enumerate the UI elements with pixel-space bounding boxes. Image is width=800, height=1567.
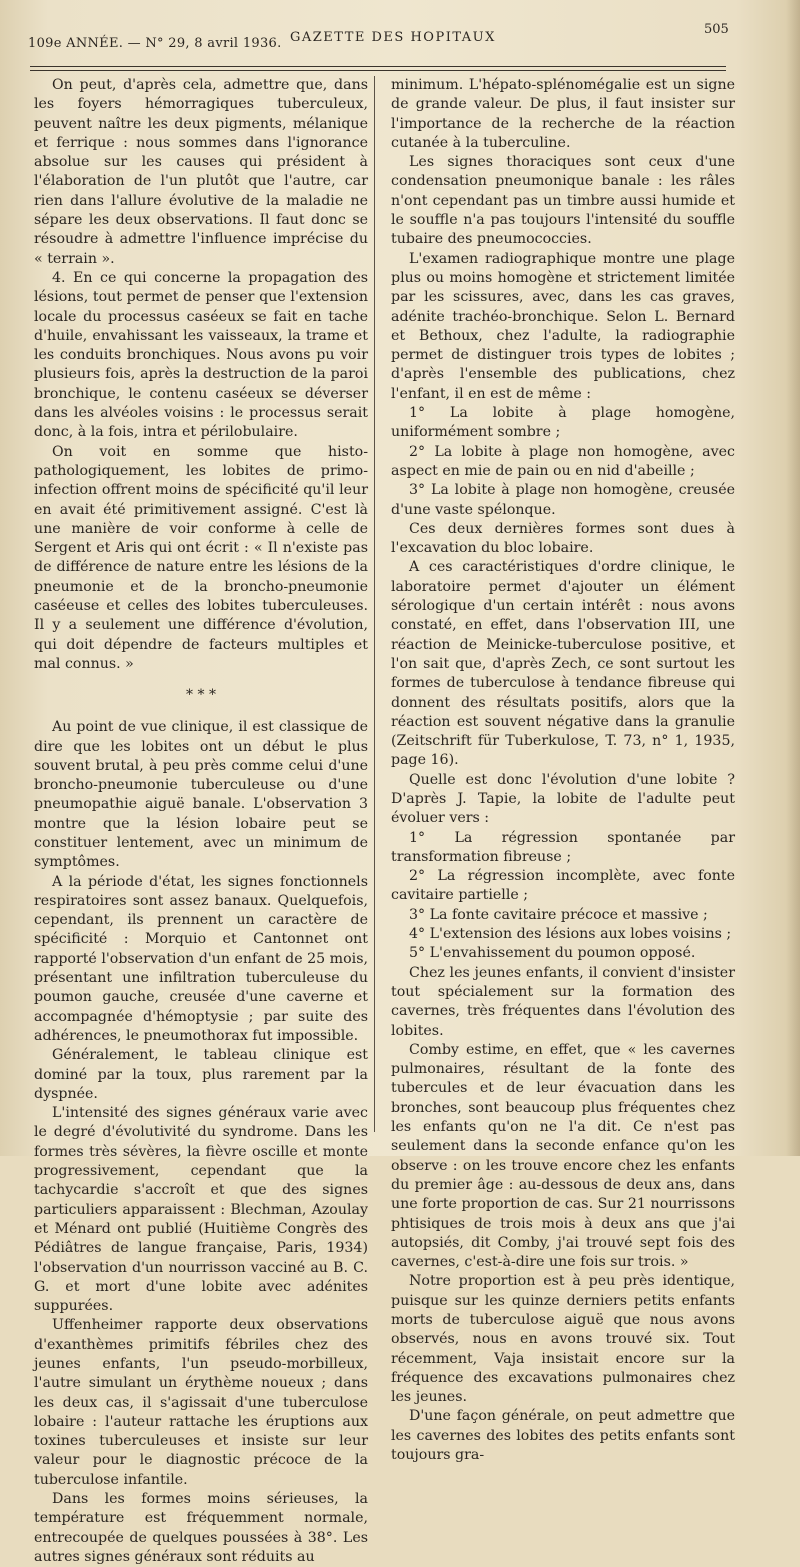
list-item: 2° La lobite à plage non homogène, avec aspect en mie de pain ou en nid d'abeille ; [391,443,735,479]
column-divider [374,76,375,1132]
paragraph: minimum. L'hépato-splénomégalie est un signe de grande valeur. De plus, il faut insister sur l'importance de la recherche de la réaction cutanée à la tuberculine. [391,77,735,151]
list-item: 5° L'envahissement du poumon opposé. [409,945,696,962]
paragraph: Comby estime, en effet, que « les cavernes pulmonaires, résultant de la fonte des tubercules et de leur évacuation dans les bronches, sont beaucoup plus fréquentes chez les enfants qu'on ne l'a dit. Ce n'est pas seulement dans la seconde enfance qu'on les observe : on les trouve encore chez les enfants du premier âge : au-dessous de deux ans, dans une forte proportion de cas. Sur 21 nourrissons phtisiques de trois mois à deux ans que j'ai autopsiés, dit Comby, j'ai trouvé sept fois des cavernes, c'est-à-dire une fois sur trois. » [391,1041,735,1271]
paragraph: Ces deux dernières formes sont dues à l'excavation du bloc lobaire. [391,520,735,557]
section-separator: * * * [186,687,216,704]
paragraph: Uffenheimer rapporte deux observations d'exanthèmes primitifs fébriles chez des jeunes enfants, l'un pseudo-morbilleux, l'autre simulant un érythème noueux ; dans les deux cas, il s'agissait d'une tuberculose lobaire : l'auteur rattache les éruptions aux toxines tuberculeuses et insiste sur leur valeur pour le diagnostic précoce de la tuberculose infantile. [34,1317,368,1488]
paragraph: On peut, d'après cela, admettre que, dans les foyers hémorragiques tuberculeux, peuvent naître les deux pigments, mélanique et ferrique : nous sommes dans l'ignorance absolue sur les causes qui président à l'élaboration de l'un plutôt que l'autre, car rien dans l'allure évolutive de la maladie ne sépare les deux observations. Il faut donc se résoudre à admettre l'influence imprécise du « terrain ». [34,77,368,267]
paragraph: A la période d'état, les signes fonctionnels respiratoires sont assez banaux. Quelquefois, cependant, ils prennent un caractère de spécificité : Morquio et Cantonnet ont rapporté l'observation d'un enfant de 25 mois, présentant une infiltration tuberculeuse du poumon gauche, creusée d'une caverne et accompagnée d'hémoptysie ; par suite des adhérences, le pneumothorax fut impossible. [34,873,368,1044]
paragraph: Chez les jeunes enfants, il convient d'insister tout spécialement sur la formation des cavernes, très fréquentes dans l'évolution des lobites. [391,964,735,1039]
paragraph: On voit en somme que histo-pathologiquement, les lobites de primo-infection offrent moins de spécificité qu'il leur en avait été primitivement assigné. C'est là une manière de voir conforme à celle de Sergent et Aris qui ont écrit : « Il n'existe pas de différence de nature entre les lésions de la pneumonie et de la broncho-pneumonie caséeuse et celles des lobites tuberculeuses. Il y a seulement une différence d'évolution, qui doit dépendre de facteurs multiples et mal connus. » [34,443,368,672]
paragraph: Au point de vue clinique, il est classique de dire que les lobites ont un début le plus souvent brutal, à peu près comme celui d'une broncho-pneumonie tuberculeuse ou d'une pneumopathie aiguë banale. L'observation 3 montre que la lésion lobaire peut se constituer lentement, avec un minimum de symptômes. [34,719,368,871]
paragraph: Notre proportion est à peu près identique, puisque sur les quinze derniers petits enfants morts de tuberculose aiguë que nous avons observés, nous en avons trouvé six. Tout récemment, Vaja insistait encore sur la fréquence des excavations pulmonaires chez les jeunes. [391,1273,735,1406]
page-number: 505 [704,22,729,37]
paragraph: L'intensité des signes généraux varie avec le degré d'évolutivité du syndrome. Dans les formes très sévères, la fièvre oscille et monte progressivement, cependant que la tachycardie s'accroît et que des signes particuliers apparaissent : Blechman, Azoulay et Ménard ont publié (Huitième Congrès des Pédiâtres de langue française, Paris, 1934) l'observation d'un nourrisson vacciné au B. C. G. et mort d'une lobite avec adénites suppurées. [34,1105,368,1315]
list-item: 3° La fonte cavitaire précoce et massive ; [409,906,708,923]
list-item: 4° L'extension des lésions aux lobes voisins ; [409,926,732,943]
paragraph: Dans les formes moins sérieuses, la température est fréquemment normale, entrecoupée de quelques poussées à 38°. Les autres signes généraux sont réduits au [34,1491,368,1565]
issue-line: 109e ANNÉE. — N° 29, 8 avril 1936. [28,36,282,51]
page-edge-shadow [786,0,800,1156]
list-item: 1° La régression spontanée par transformation fibreuse ; [391,829,735,865]
list-item: 3° La lobite à plage non homogène, creusée d'une vaste spélonque. [391,482,735,518]
paragraph: Quelle est donc l'évolution d'une lobite ? D'après J. Tapie, la lobite de l'adulte peut évoluer vers : [391,771,735,827]
paragraph: Généralement, le tableau clinique est dominé par la toux, plus rarement par la dyspnée. [34,1047,368,1102]
list-item: 1° La lobite à plage homogène, uniformément sombre ; [391,405,735,441]
paragraph: Les signes thoraciques sont ceux d'une condensation pneumonique banale : les râles n'ont cependant pas un timbre aussi humide et le souffle n'a pas toujours l'intensité du souffle tubaire des pneumococcies. [391,154,735,248]
header-rule [30,66,726,67]
paragraph: D'une façon générale, on peut admettre que les cavernes des lobites des petits enfants sont toujours gra- [391,1408,735,1464]
page-header [28,22,728,56]
paragraph: L'examen radiographique montre une plage plus ou moins homogène et strictement limitée par les scissures, avec, dans les cas graves, adénite trachéo-bronchique. Selon L. Bernard et Bethoux, chez l'adulte, la radiographie permet de distinguer trois types de lobites ; d'après l'ensemble des publications, chez l'enfant, il en est de même : [391,250,735,402]
journal-title: GAZETTE DES HOPITAUX [290,30,496,45]
list-item: 2° La régression incomplète, avec fonte cavitaire partielle ; [391,868,735,904]
left-column [34,76,368,1567]
header-rule-double [30,70,726,71]
right-column [391,76,735,1465]
paragraph: 4. En ce qui concerne la propagation des lésions, tout permet de penser que l'extension locale du processus caséeux se fait en tache d'huile, envahissant les vaisseaux, la trame et les conduits bronchiques. Nous avons pu voir plusieurs fois, après la destruction de la paroi bronchique, le contenu caséeux se déverser dans les alvéoles voisins : le processus serait donc, à la fois, intra et périlobulaire. [34,269,368,441]
paragraph: A ces caractéristiques d'ordre clinique, le laboratoire permet d'ajouter un élément sérologique d'un certain intérêt : nous avons constaté, en effet, dans l'observation III, une réaction de Meinicke-tuberculose positive, et l'on sait que, d'après Zech, ce sont surtout les formes de tuberculose à tendance fibreuse qui donnent des résultats positifs, alors que la réaction est souvent négative dans la granulie (Zeitschrift für Tuberkulose, T. 73, n° 1, 1935, page 16). [391,559,735,769]
